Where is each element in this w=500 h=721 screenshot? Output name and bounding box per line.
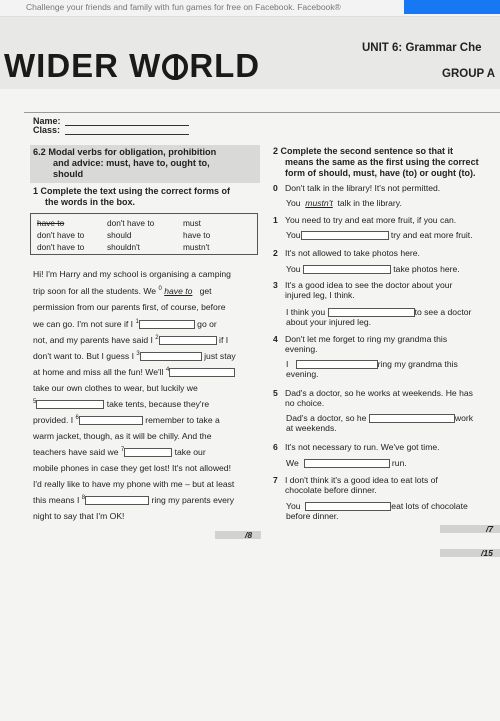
answer-0: You mustn't talk in the library. <box>286 198 402 208</box>
question-3: 3 It's a good idea to see the doctor about your injured leg, I think. <box>273 280 453 300</box>
question-6: 6 It's not necessary to run. We've got time. <box>273 442 440 452</box>
class-line[interactable] <box>65 134 189 135</box>
section2-instruction: 2 Complete the second sentence so that it means the same as the first using the correct form of should, must, have (to) or ought (to). <box>273 146 479 178</box>
answer-gap-3[interactable] <box>140 352 202 361</box>
word-box <box>30 213 258 255</box>
answer-5: Dad's a doctor, so he work at weekends. <box>286 413 474 433</box>
text-line: I'd really like to have my phone with me – but at least <box>33 479 235 489</box>
answer-gap-2[interactable] <box>159 336 217 345</box>
word-box-item: have to <box>183 230 211 240</box>
class-label: Class: <box>33 125 61 135</box>
answer-6: We run. <box>286 458 407 468</box>
word-box-item: must <box>183 218 201 228</box>
answer-1: You try and eat more fruit. <box>286 230 473 240</box>
word-box-item: have to <box>37 218 65 228</box>
unit-title: UNIT 6: Grammar Che <box>362 42 482 54</box>
question-1: 1 You need to try and eat more fruit, if you can. <box>273 215 457 225</box>
brand-logo: WIDER W RLD <box>4 47 261 84</box>
total-score: /15 <box>481 548 493 558</box>
group-label: GROUP A <box>442 68 496 80</box>
text-line: warm jacket, though, as it will be chilly. And the <box>33 431 212 441</box>
worksheet-header <box>0 17 500 89</box>
name-label: Name: <box>33 116 61 126</box>
text-line: at home and miss all the fun! We'll $^4$ <box>33 367 235 377</box>
answer-field-5[interactable] <box>369 414 455 423</box>
divider <box>24 112 500 113</box>
word-box-item: don't have to <box>37 242 85 252</box>
globe-icon <box>162 54 188 80</box>
text-line: take our own clothes to wear, but luckily we <box>33 383 198 393</box>
answer-7: You eat lots of chocolate before dinner. <box>286 501 468 521</box>
name-line[interactable] <box>65 125 189 126</box>
answer-field-1[interactable] <box>301 231 389 240</box>
answer-gap-5[interactable] <box>36 400 104 409</box>
facebook-promo-bar <box>0 0 500 17</box>
text-line: don't want to. But I guess I $^3$ just stay <box>33 351 236 361</box>
text-line: we can go. I'm not sure if I $^1$ go or <box>33 319 217 329</box>
text-line: not, and my parents have said I $^2$ if I <box>33 335 229 345</box>
section2-score: /7 <box>486 524 494 534</box>
answer-field-4[interactable] <box>296 360 378 369</box>
text-line: provided. I $^6$ remember to take a <box>33 415 220 425</box>
text-line: mobile phones in case they get lost! It's not allowed! <box>33 463 231 473</box>
answer-gap-7[interactable] <box>124 448 172 457</box>
section1 <box>30 145 260 183</box>
section1-score: /8 <box>245 530 253 540</box>
word-box-item: shouldn't <box>107 242 140 252</box>
answer-3: I think you to see a doctor about your injured leg. <box>286 307 472 327</box>
text-line: Hi! I'm Harry and my school is organising a camping <box>33 269 231 279</box>
text-line: teachers have said we $^7$ take our <box>33 447 206 457</box>
section1-heading: 6.2 Modal verbs for obligation, prohibition and advice: must, have to, ought to, should <box>30 145 260 183</box>
word-box-item: don't have to <box>37 230 85 240</box>
text-line: $^5$ take tents, because they're <box>33 399 210 409</box>
question-7: 7 I don't think it's a good idea to eat lots of chocolate before dinner. <box>273 475 438 495</box>
facebook-button[interactable] <box>404 0 500 14</box>
answer-field-6[interactable] <box>304 459 390 468</box>
text-line: trip soon for all the students. We $^0$ have to get <box>33 286 212 296</box>
question-0: 0 Don't talk in the library! It's not permitted. <box>273 183 441 193</box>
answer-gap-1[interactable] <box>139 320 195 329</box>
score-bar <box>215 531 261 539</box>
example-answer: have to <box>164 286 193 296</box>
answer-field-3[interactable] <box>328 308 415 317</box>
question-5: 5 Dad's a doctor, so he works at weekends. He has no choice. <box>273 388 473 408</box>
answer-field-2[interactable] <box>303 265 391 274</box>
word-box-item: don't have to <box>107 218 155 228</box>
text-line: this means I $^8$ ring my parents every <box>33 495 235 505</box>
text-line: permission from our parents first, of course, before <box>33 302 226 312</box>
answer-field-7[interactable] <box>305 502 391 511</box>
facebook-promo-text: Challenge your friends and family with fun games for free on Facebook. Facebook® <box>26 2 341 12</box>
answer-gap-8[interactable] <box>85 496 149 505</box>
word-box-item: mustn't <box>183 242 210 252</box>
section1-instruction: 1 Complete the text using the correct forms of the words in the box. <box>33 186 231 207</box>
word-box-item: should <box>107 230 132 240</box>
answer-2: You take photos here. <box>286 264 460 274</box>
answer-4: I ring my grandma this evening. <box>286 359 458 379</box>
answer-gap-4[interactable] <box>169 368 235 377</box>
answer-gap-6[interactable] <box>79 416 143 425</box>
text-line: night to say that I'm OK! <box>33 511 125 521</box>
question-2: 2 It's not allowed to take photos here. <box>273 248 420 258</box>
question-4: 4 Don't let me forget to ring my grandma this evening. <box>273 334 448 354</box>
